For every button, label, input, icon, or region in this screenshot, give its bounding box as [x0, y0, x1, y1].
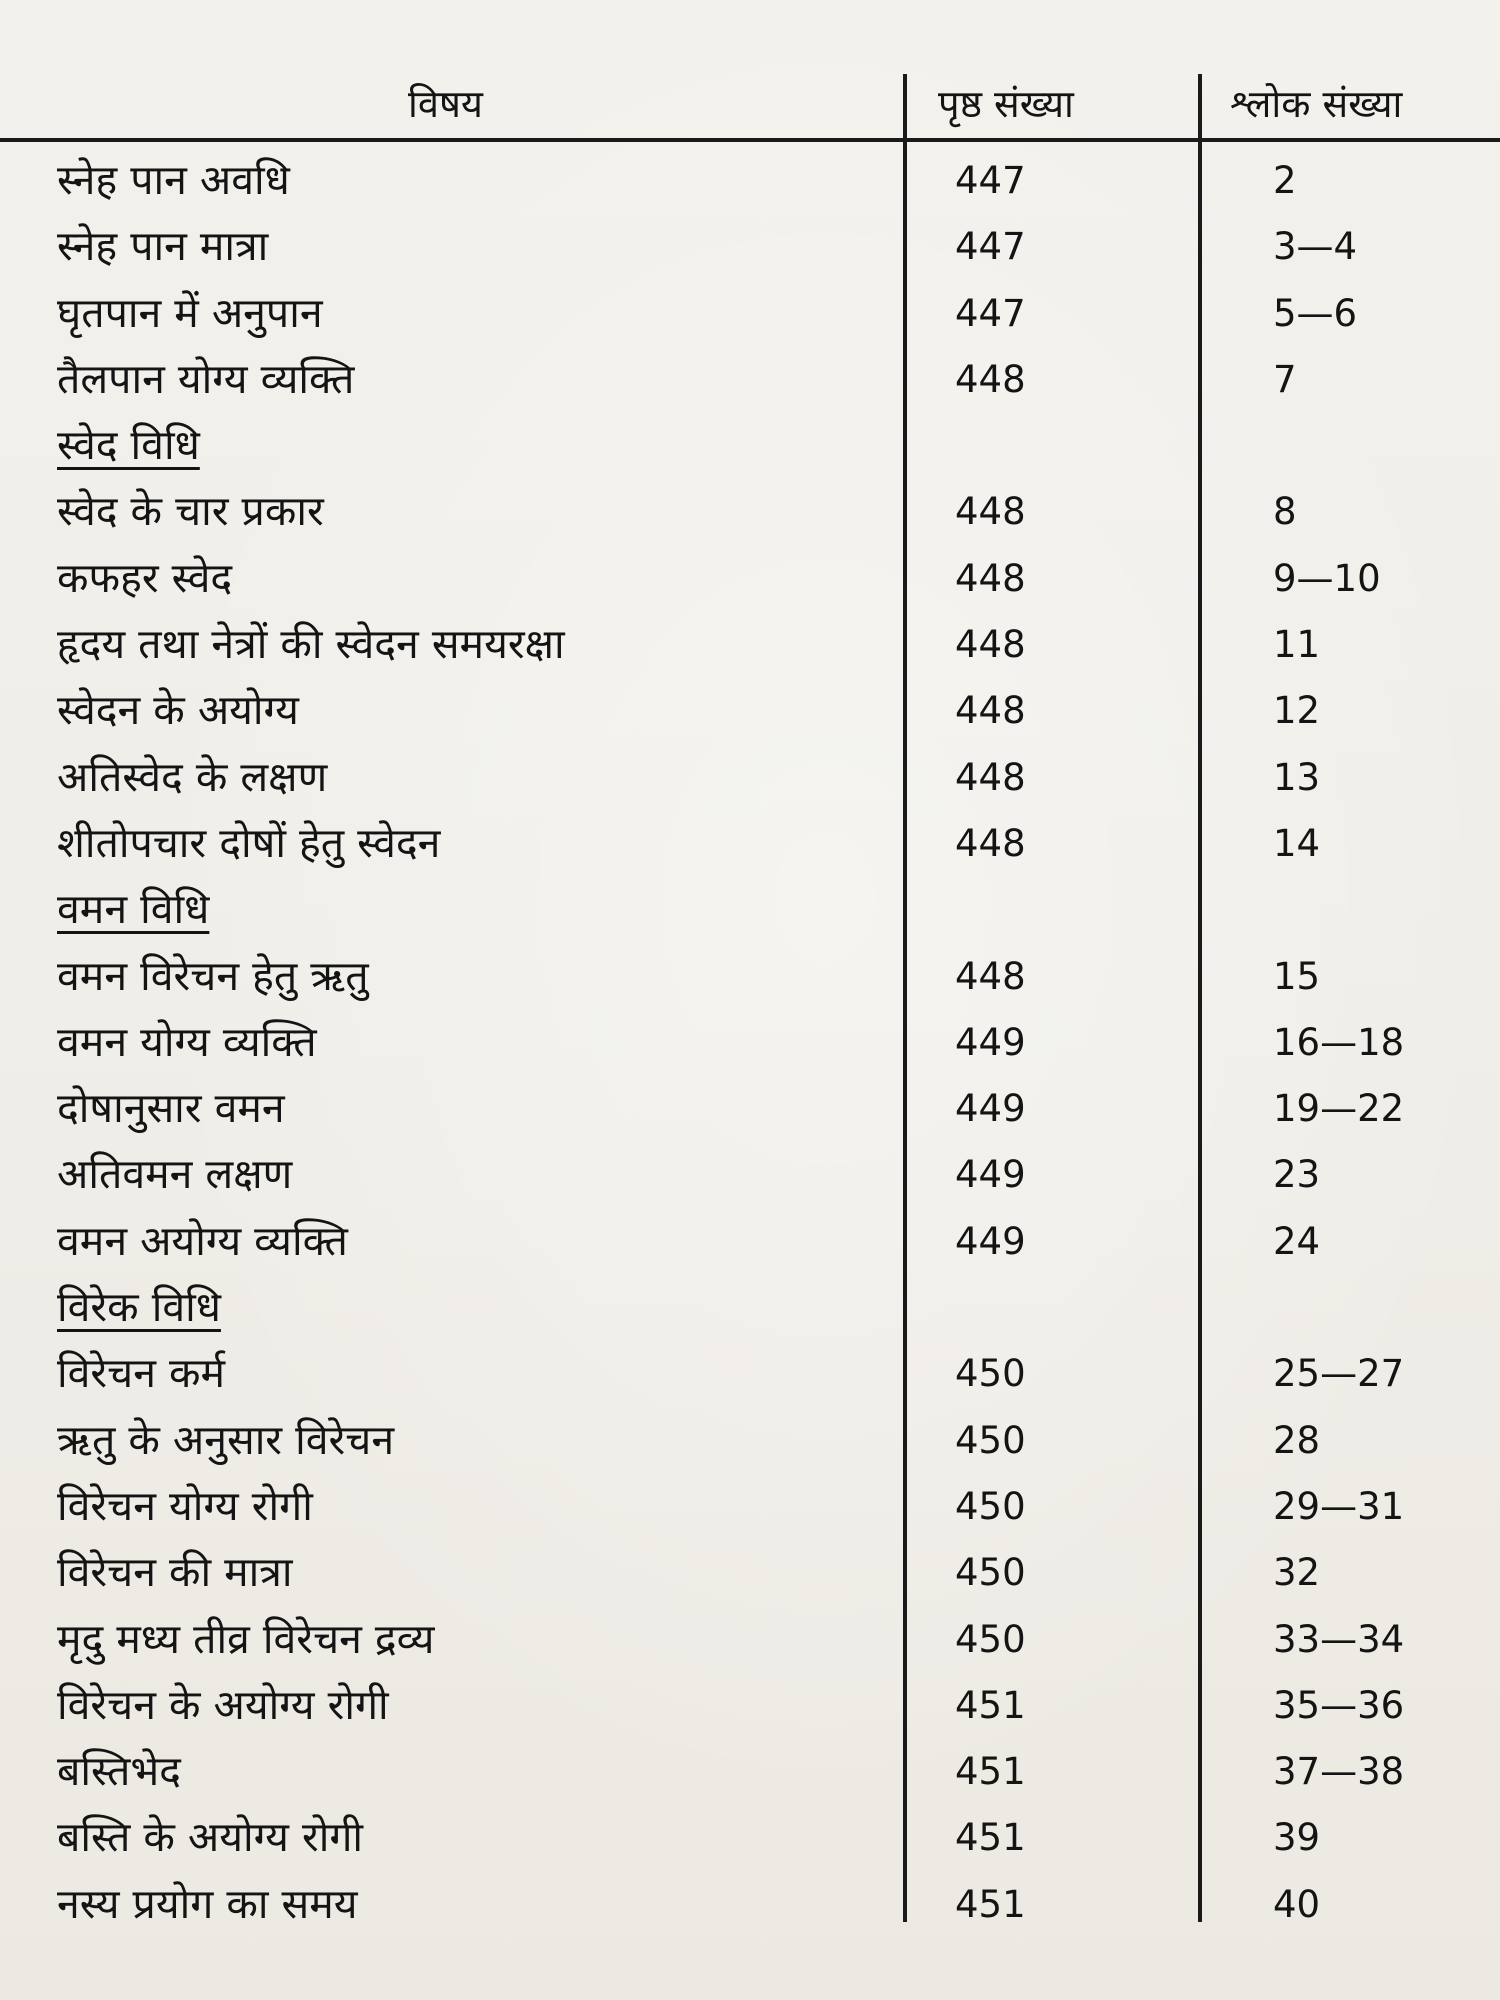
- subject-cell: बस्तिभेद: [57, 1747, 181, 1796]
- shloka-number-cell: 40: [1273, 1882, 1321, 1926]
- section-heading-row: [0, 413, 1500, 479]
- page-number-cell: 451: [955, 1750, 1026, 1794]
- subject-cell: कफहर स्वेद: [57, 553, 233, 602]
- page-number-cell: 451: [955, 1882, 1026, 1926]
- shloka-number-cell: 39: [1273, 1816, 1321, 1860]
- table-row: [0, 281, 1500, 347]
- shloka-number-cell: 29—31: [1273, 1484, 1405, 1528]
- page-number-cell: 451: [955, 1683, 1026, 1727]
- table-row: [0, 1209, 1500, 1275]
- subject-cell: वमन योग्य व्यक्ति: [57, 1017, 317, 1066]
- table-row: [0, 612, 1500, 678]
- shloka-number-cell: 5—6: [1273, 291, 1358, 335]
- page-number-cell: 448: [955, 821, 1026, 865]
- table-row: [0, 479, 1500, 545]
- table-row: [0, 1341, 1500, 1407]
- section-heading: विरेक विधि: [57, 1283, 221, 1332]
- shloka-number-cell: 16—18: [1273, 1020, 1405, 1064]
- page-number-cell: 448: [955, 556, 1026, 600]
- subject-cell: स्नेह पान मात्रा: [57, 222, 269, 271]
- page-number-cell: 448: [955, 357, 1026, 401]
- table-row: [0, 1872, 1500, 1938]
- table-row: [0, 1010, 1500, 1076]
- page-number-cell: 449: [955, 1153, 1026, 1197]
- table-row: [0, 678, 1500, 744]
- table-row: [0, 148, 1500, 214]
- page-number-cell: 449: [955, 1020, 1026, 1064]
- column-header-shloka-number: श्लोक संख्या: [1230, 82, 1403, 126]
- shloka-number-cell: 25—27: [1273, 1352, 1405, 1396]
- table-row: [0, 347, 1500, 413]
- table-row: [0, 1408, 1500, 1474]
- page-number-cell: 448: [955, 689, 1026, 733]
- section-heading-row: [0, 1275, 1500, 1341]
- shloka-number-cell: 9—10: [1273, 556, 1381, 600]
- subject-cell: दोषानुसार वमन: [57, 1084, 285, 1133]
- subject-cell: शीतोपचार दोषों हेतु स्वेदन: [57, 818, 441, 867]
- header-divider: [0, 138, 1500, 142]
- subject-cell: तैलपान योग्य व्यक्ति: [57, 354, 355, 403]
- page-number-cell: 451: [955, 1816, 1026, 1860]
- shloka-number-cell: 8: [1273, 490, 1297, 534]
- table-header: [0, 60, 1500, 138]
- shloka-number-cell: 28: [1273, 1418, 1321, 1462]
- section-heading-row: [0, 877, 1500, 943]
- page-number-cell: 450: [955, 1617, 1026, 1661]
- shloka-number-cell: 13: [1273, 755, 1321, 799]
- shloka-number-cell: 7: [1273, 357, 1297, 401]
- page-number-cell: 450: [955, 1484, 1026, 1528]
- subject-cell: विरेचन के अयोग्य रोगी: [57, 1680, 389, 1729]
- shloka-number-cell: 35—36: [1273, 1683, 1405, 1727]
- table-row: [0, 1076, 1500, 1142]
- table-row: [0, 745, 1500, 811]
- page-number-cell: 447: [955, 159, 1026, 202]
- page-number-cell: 450: [955, 1352, 1026, 1396]
- page-number-cell: 450: [955, 1551, 1026, 1595]
- column-header-page-number: पृष्ठ संख्या: [938, 82, 1074, 126]
- table-row: [0, 1739, 1500, 1805]
- table-row: [0, 1540, 1500, 1606]
- subject-cell: अतिवमन लक्षण: [57, 1150, 293, 1199]
- subject-cell: विरेचन योग्य रोगी: [57, 1481, 313, 1530]
- subject-cell: स्वेदन के अयोग्य: [57, 686, 299, 735]
- page-number-cell: 448: [955, 954, 1026, 998]
- page-number-cell: 450: [955, 1418, 1026, 1462]
- shloka-number-cell: 37—38: [1273, 1750, 1405, 1794]
- subject-cell: नस्य प्रयोग का समय: [57, 1879, 358, 1928]
- table-row: [0, 1142, 1500, 1208]
- page-number-cell: 447: [955, 225, 1026, 269]
- column-header-subject: विषय: [408, 82, 483, 126]
- section-heading: वमन विधि: [57, 885, 210, 934]
- subject-cell: ऋतु के अनुसार विरेचन: [57, 1415, 395, 1464]
- shloka-number-cell: 23: [1273, 1153, 1321, 1197]
- table-row: [0, 1805, 1500, 1871]
- shloka-number-cell: 3—4: [1273, 225, 1358, 269]
- subject-cell: वमन अयोग्य व्यक्ति: [57, 1216, 348, 1265]
- shloka-number-cell: 12: [1273, 689, 1321, 733]
- section-heading: स्वेद विधि: [57, 421, 200, 470]
- subject-cell: बस्ति के अयोग्य रोगी: [57, 1813, 364, 1862]
- shloka-number-cell: 32: [1273, 1551, 1321, 1595]
- subject-cell: घृतपान में अनुपान: [57, 288, 323, 337]
- table-row: [0, 811, 1500, 877]
- page-number-cell: 449: [955, 1219, 1026, 1263]
- table-row: [0, 546, 1500, 612]
- subject-cell: स्वेद के चार प्रकार: [57, 487, 324, 536]
- shloka-number-cell: 33—34: [1273, 1617, 1405, 1661]
- table-row: [0, 1607, 1500, 1673]
- shloka-number-cell: 11: [1273, 623, 1321, 667]
- subject-cell: अतिस्वेद के लक्षण: [57, 752, 328, 801]
- page-number-cell: 447: [955, 291, 1026, 335]
- shloka-number-cell: 2: [1273, 159, 1297, 202]
- page-number-cell: 448: [955, 490, 1026, 534]
- subject-cell: हृदय तथा नेत्रों की स्वेदन समयरक्षा: [57, 620, 565, 669]
- subject-cell: वमन विरेचन हेतु ऋतु: [57, 951, 369, 1000]
- table-row: [0, 944, 1500, 1010]
- shloka-number-cell: 19—22: [1273, 1087, 1405, 1131]
- subject-cell: मृदु मध्य तीव्र विरेचन द्रव्य: [57, 1614, 435, 1663]
- table-row: [0, 1673, 1500, 1739]
- page-number-cell: 448: [955, 755, 1026, 799]
- subject-cell: विरेचन की मात्रा: [57, 1548, 293, 1597]
- shloka-number-cell: 24: [1273, 1219, 1321, 1263]
- shloka-number-cell: 14: [1273, 821, 1321, 865]
- page-number-cell: 449: [955, 1087, 1026, 1131]
- table-row: [0, 214, 1500, 280]
- table-row: [0, 1474, 1500, 1540]
- subject-cell: विरेचन कर्म: [57, 1349, 226, 1398]
- page-number-cell: 448: [955, 623, 1026, 667]
- table-body: [0, 148, 1500, 1938]
- subject-cell: स्नेह पान अवधि: [57, 156, 290, 204]
- shloka-number-cell: 15: [1273, 954, 1321, 998]
